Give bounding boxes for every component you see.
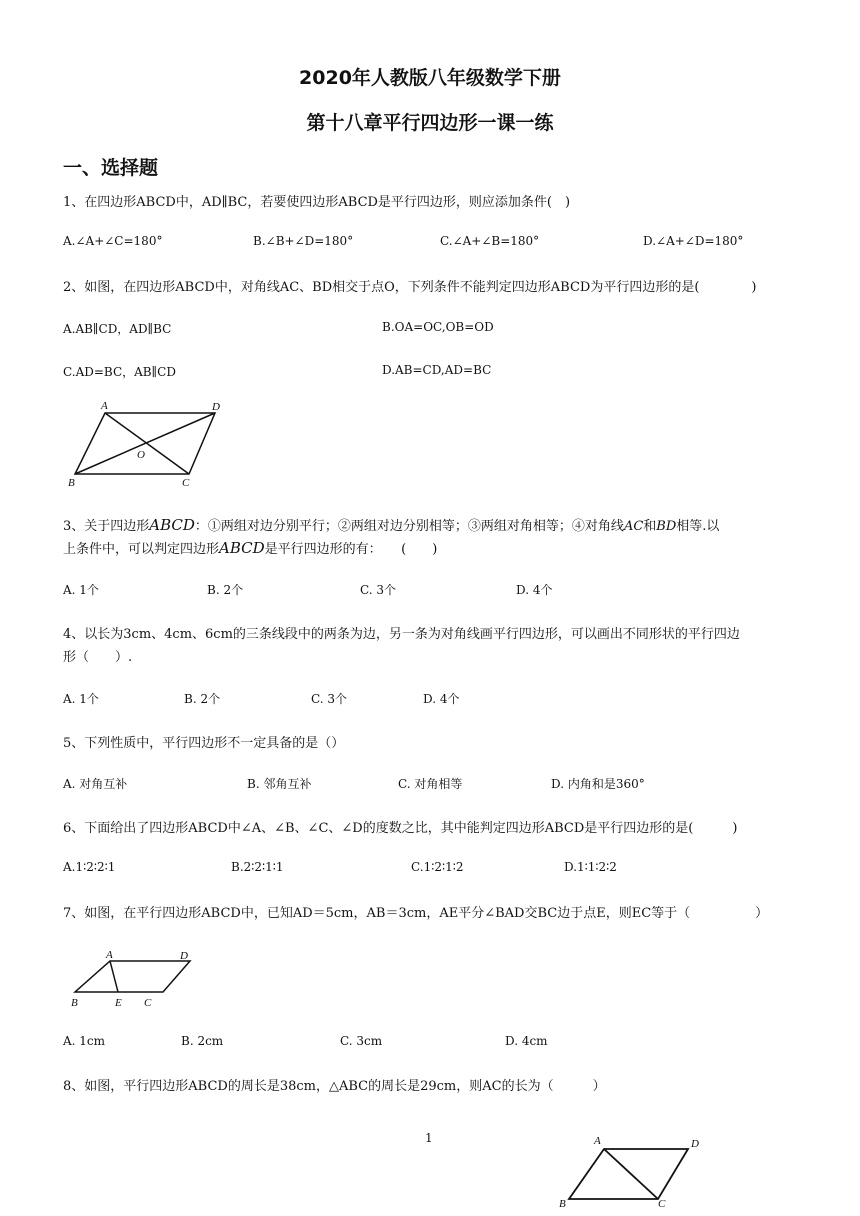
label-c: C (658, 1198, 666, 1210)
label-d: D (212, 401, 220, 413)
q4-option-c: C. 3个 (311, 692, 348, 706)
q3-bd: BD (656, 519, 677, 534)
label-b: B (71, 997, 78, 1009)
q3-abcd: ABCD (149, 516, 195, 534)
q3-abcd-2: ABCD (219, 539, 265, 557)
q3-body: ：①两组对边分别平行；②两组对边分别相等；③两组对角相等；④对角线 (194, 519, 624, 534)
q1-option-a: A.∠A+∠C=180° (63, 234, 163, 248)
label-b: B (559, 1198, 566, 1210)
q4-option-a: A. 1个 (63, 692, 99, 706)
q1-option-b: B.∠B+∠D=180° (253, 234, 354, 248)
label-c: C (182, 477, 190, 489)
page-title: 2020年人教版八年级数学下册 (299, 67, 561, 89)
q5-option-d: D. 内角和是360° (551, 777, 645, 791)
q3-line2-end: 是平行四边形的有： ( ) (264, 542, 438, 557)
q1-option-c: C.∠A+∠B=180° (440, 234, 540, 248)
question-8-text: 8、如图，平行四边形ABCD的周长是38cm，△ABC的周长是29cm，则AC的长为（ ） (63, 1079, 606, 1094)
section-heading: 一、选择题 (63, 157, 159, 179)
label-a: A (101, 400, 108, 412)
page-number: 1 (425, 1131, 433, 1145)
label-o: O (137, 449, 145, 461)
q3-option-c: C. 3个 (360, 583, 397, 597)
q3-ac: AC (623, 519, 644, 534)
question-2-text: 2、如图，在四边形ABCD中，对角线AC、BD相交于点O，下列条件不能判定四边形ABCD为平行四边形的是( ) (63, 280, 757, 295)
q3-option-a: A. 1个 (63, 583, 99, 597)
q1-option-d: D.∠A+∠D=180° (643, 234, 744, 248)
figure-q2-parallelogram (62, 400, 232, 492)
q5-option-b: B. 邻角互补 (247, 777, 312, 791)
q2-option-c: C.AD=BC，AB∥CD (63, 365, 176, 379)
question-7-text: 7、如图，在平行四边形ABCD中，已知AD＝5cm，AB＝3cm，AE平分∠BAD交BC边于点E，则EC等于（ ） (63, 906, 769, 921)
q2-option-a: A.AB∥CD，AD∥BC (63, 322, 172, 336)
figure-q8-parallelogram (556, 1133, 706, 1213)
parallelogram-outline (569, 1149, 688, 1199)
q2-option-d: D.AB=CD,AD=BC (382, 363, 492, 377)
segment-ae (110, 961, 118, 992)
question-6-text: 6、下面给出了四边形ABCD中∠A、∠B、∠C、∠D的度数之比，其中能判定四边形ABCD是平行四边形的是( ) (63, 821, 738, 836)
figure-q7-parallelogram (62, 942, 212, 1010)
q6-option-d: D.1∶1∶2∶2 (564, 860, 617, 874)
label-e: E (115, 997, 122, 1009)
q7-option-a: A. 1cm (63, 1034, 106, 1048)
question-3-line-1 (63, 515, 719, 534)
label-d: D (691, 1138, 699, 1150)
q5-option-c: C. 对角相等 (398, 777, 463, 791)
q4-option-b: B. 2个 (184, 692, 221, 706)
q6-option-b: B.2∶2∶1∶1 (231, 860, 284, 874)
q4-option-d: D. 4个 (423, 692, 460, 706)
diagonal-bd (75, 413, 215, 474)
label-a: A (594, 1135, 601, 1147)
label-b: B (68, 477, 75, 489)
q2-option-b: B.OA=OC,OB=OD (382, 320, 494, 334)
question-4-line-2: 形（ ）. (63, 650, 133, 665)
q7-option-d: D. 4cm (505, 1034, 548, 1048)
label-a: A (106, 949, 113, 961)
q5-option-a: A. 对角互补 (63, 777, 128, 791)
diagonal-ac (105, 413, 189, 474)
q3-prefix: 3、关于四边形 (63, 519, 150, 534)
q6-option-c: C.1∶2∶1∶2 (411, 860, 464, 874)
q7-option-b: B. 2cm (181, 1034, 224, 1048)
question-5-text: 5、下列性质中，平行四边形不一定具备的是（） (63, 736, 345, 751)
page-subtitle: 第十八章平行四边形一课一练 (306, 112, 554, 134)
q6-option-a: A.1∶2∶2∶1 (63, 860, 116, 874)
q3-option-d: D. 4个 (516, 583, 553, 597)
q3-line2-prefix: 上条件中，可以判定四边形 (63, 542, 220, 557)
question-1-text: 1、在四边形ABCD中，AD∥BC，若要使四边形ABCD是平行四边形，则应添加条件( ) (63, 195, 571, 210)
parallelogram-outline (75, 961, 190, 992)
q7-option-c: C. 3cm (340, 1034, 383, 1048)
question-4-line-1: 4、以长为3cm、4cm、6cm的三条线段中的两条为边，另一条为对角线画平行四边形，可以画出不同形状的平行四边 (63, 627, 740, 642)
q3-line1-end: 相等.以 (676, 519, 720, 534)
label-c: C (144, 997, 152, 1009)
q3-and: 和 (643, 519, 657, 534)
label-d: D (180, 950, 188, 962)
question-3-line-2 (63, 538, 437, 557)
q3-option-b: B. 2个 (207, 583, 244, 597)
diagonal-ac (604, 1149, 658, 1199)
